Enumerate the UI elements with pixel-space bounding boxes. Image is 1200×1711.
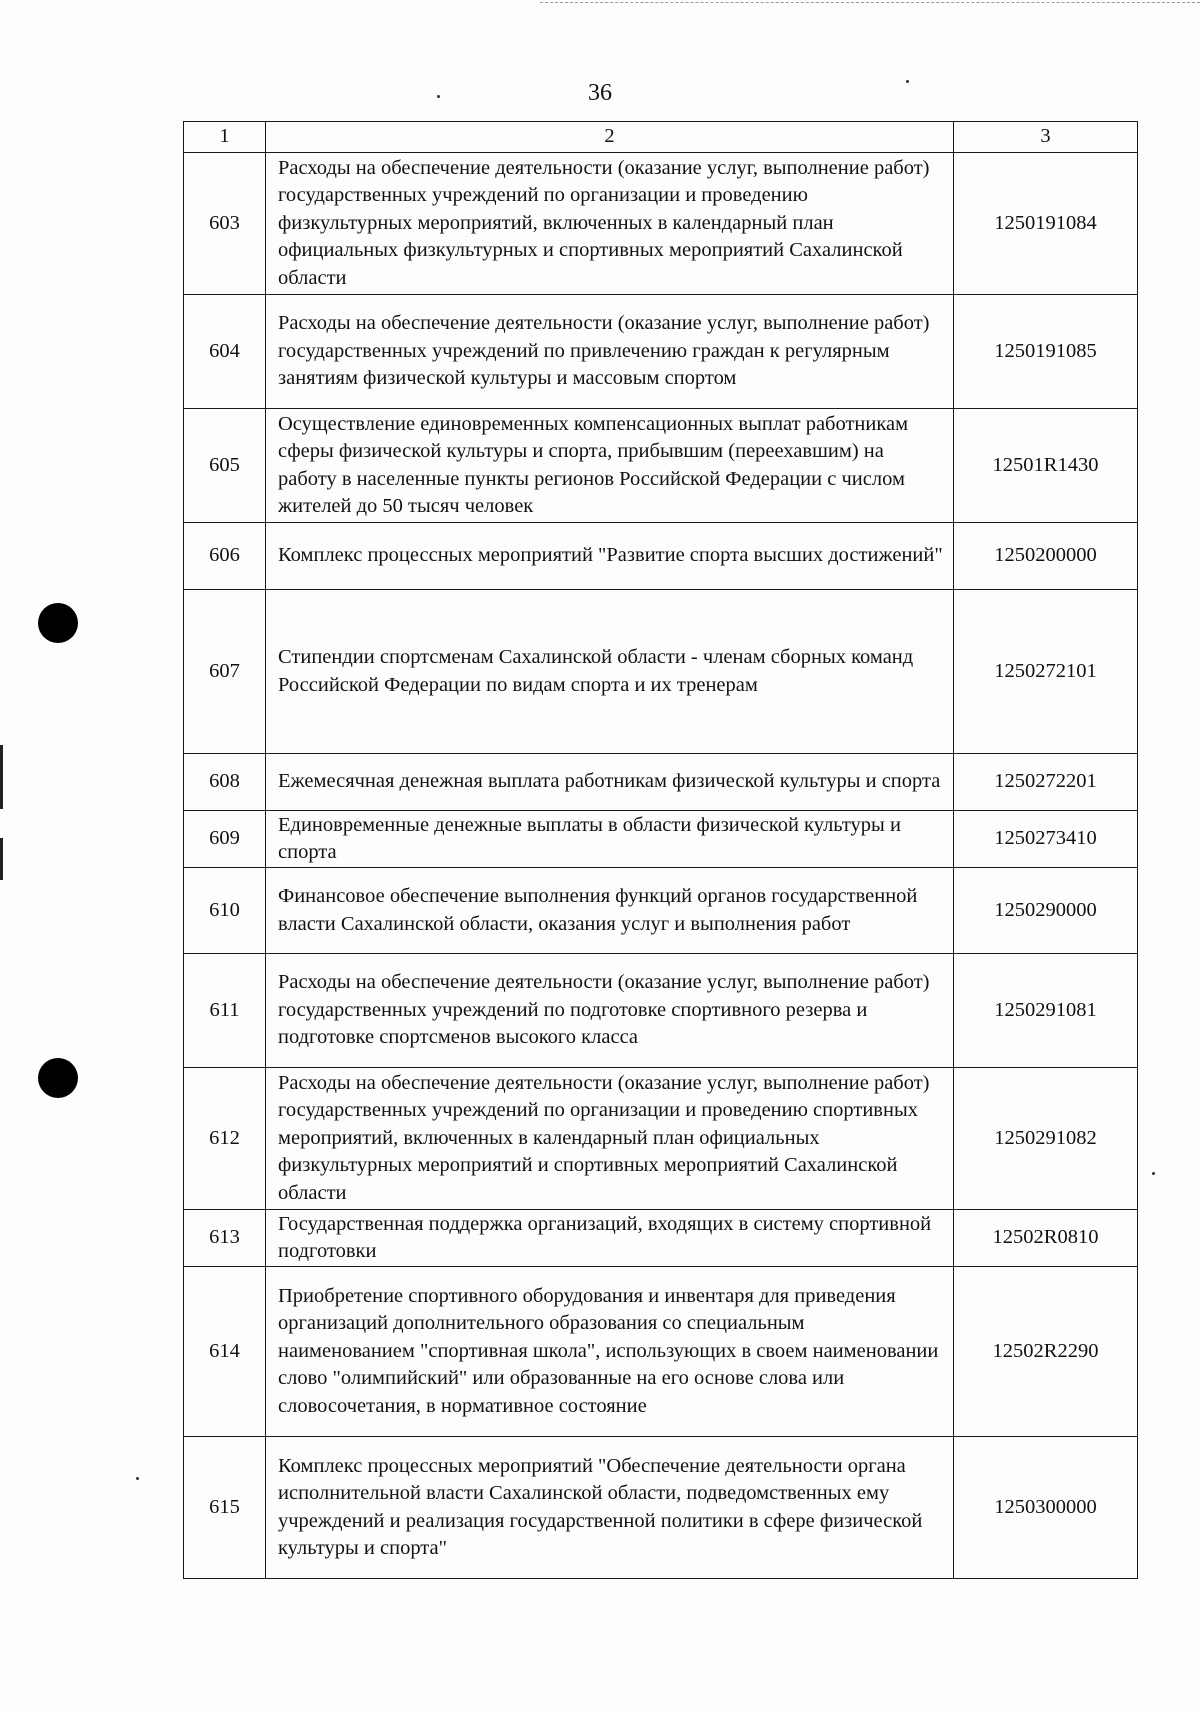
table-row (184, 523, 1138, 590)
scan-speck (1152, 1172, 1155, 1175)
row-description: Приобретение спортивного оборудования и инвентаря для приведения организаций дополнительного образования со специальным наименованием "спортивная школа", использующих в своем наименовании слово "олимпийский" или образованные на его основе слова или словосочетания, в нормативное состояние (266, 1267, 954, 1437)
row-number: 605 (184, 409, 266, 523)
scan-speck (906, 80, 909, 83)
row-code: 12501R1430 (954, 409, 1138, 523)
table-row (184, 754, 1138, 811)
row-number: 606 (184, 523, 266, 590)
column-header: 3 (954, 122, 1138, 153)
row-code: 12502R2290 (954, 1267, 1138, 1437)
scan-top-edge (540, 2, 1200, 3)
row-number: 609 (184, 811, 266, 868)
row-description: Расходы на обеспечение деятельности (оказание услуг, выполнение работ) государственных учреждений по подготовке спортивного резерва и подготовке спортсменов высокого класса (266, 954, 954, 1068)
row-code: 12502R0810 (954, 1210, 1138, 1267)
table-row (184, 295, 1138, 409)
row-code: 1250291081 (954, 954, 1138, 1068)
scan-edge-mark (0, 838, 3, 880)
row-number: 613 (184, 1210, 266, 1267)
row-code: 1250272201 (954, 754, 1138, 811)
scan-speck (437, 95, 440, 98)
row-number: 611 (184, 954, 266, 1068)
table-row (184, 409, 1138, 523)
table-row (184, 868, 1138, 954)
row-code: 1250191084 (954, 153, 1138, 295)
scan-speck (136, 1477, 139, 1480)
row-code: 1250291082 (954, 1068, 1138, 1210)
row-description: Ежемесячная денежная выплата работникам физической культуры и спорта (266, 754, 954, 811)
data-table (183, 121, 1138, 1579)
table-row (184, 1210, 1138, 1267)
row-code: 1250272101 (954, 590, 1138, 754)
row-code: 1250273410 (954, 811, 1138, 868)
row-number: 607 (184, 590, 266, 754)
row-description: Расходы на обеспечение деятельности (оказание услуг, выполнение работ) государственных учреждений по организации и проведению спортивных мероприятий, включенных в календарный план официальных физкультурных мероприятий и спортивных мероприятий Сахалинской области (266, 1068, 954, 1210)
row-description: Расходы на обеспечение деятельности (оказание услуг, выполнение работ) государственных учреждений по привлечению граждан к регулярным занятиям физической культуры и массовым спортом (266, 295, 954, 409)
table-row (184, 954, 1138, 1068)
row-code: 1250290000 (954, 868, 1138, 954)
row-description: Единовременные денежные выплаты в области физической культуры и спорта (266, 811, 954, 868)
table-row (184, 153, 1138, 295)
row-number: 604 (184, 295, 266, 409)
row-number: 612 (184, 1068, 266, 1210)
row-number: 603 (184, 153, 266, 295)
row-description: Осуществление единовременных компенсационных выплат работникам сферы физической культуры и спорта, прибывшим (переехавшим) на работу в населенные пункты регионов Российской Федерации с числом жителей до 50 тысяч человек (266, 409, 954, 523)
row-number: 615 (184, 1437, 266, 1579)
scan-edge-mark (0, 745, 3, 809)
table-row (184, 811, 1138, 868)
punch-hole-upper (38, 603, 78, 643)
punch-hole-lower (38, 1058, 78, 1098)
table-row (184, 1267, 1138, 1437)
table-header-row (184, 122, 1138, 153)
row-number: 608 (184, 754, 266, 811)
row-code: 1250191085 (954, 295, 1138, 409)
row-number: 610 (184, 868, 266, 954)
table-row (184, 1437, 1138, 1579)
page-number: 36 (588, 80, 612, 106)
column-header: 2 (266, 122, 954, 153)
table-row (184, 590, 1138, 754)
row-description: Комплекс процессных мероприятий "Обеспечение деятельности органа исполнительной власти Сахалинской области, подведомственных ему учреждений и реализация государственной политики в сфере физической культуры и спорта" (266, 1437, 954, 1579)
row-code: 1250300000 (954, 1437, 1138, 1579)
row-number: 614 (184, 1267, 266, 1437)
row-description: Расходы на обеспечение деятельности (оказание услуг, выполнение работ) государственных учреждений по организации и проведению физкультурных мероприятий, включенных в календарный план официальных физкультурных и спортивных мероприятий Сахалинской области (266, 153, 954, 295)
table-row (184, 1068, 1138, 1210)
row-description: Государственная поддержка организаций, входящих в систему спортивной подготовки (266, 1210, 954, 1267)
row-description: Комплекс процессных мероприятий "Развитие спорта высших достижений" (266, 523, 954, 590)
row-description: Стипендии спортсменам Сахалинской области - членам сборных команд Российской Федерации по видам спорта и их тренерам (266, 590, 954, 754)
row-description: Финансовое обеспечение выполнения функций органов государственной власти Сахалинской области, оказания услуг и выполнения работ (266, 868, 954, 954)
column-header: 1 (184, 122, 266, 153)
row-code: 1250200000 (954, 523, 1138, 590)
